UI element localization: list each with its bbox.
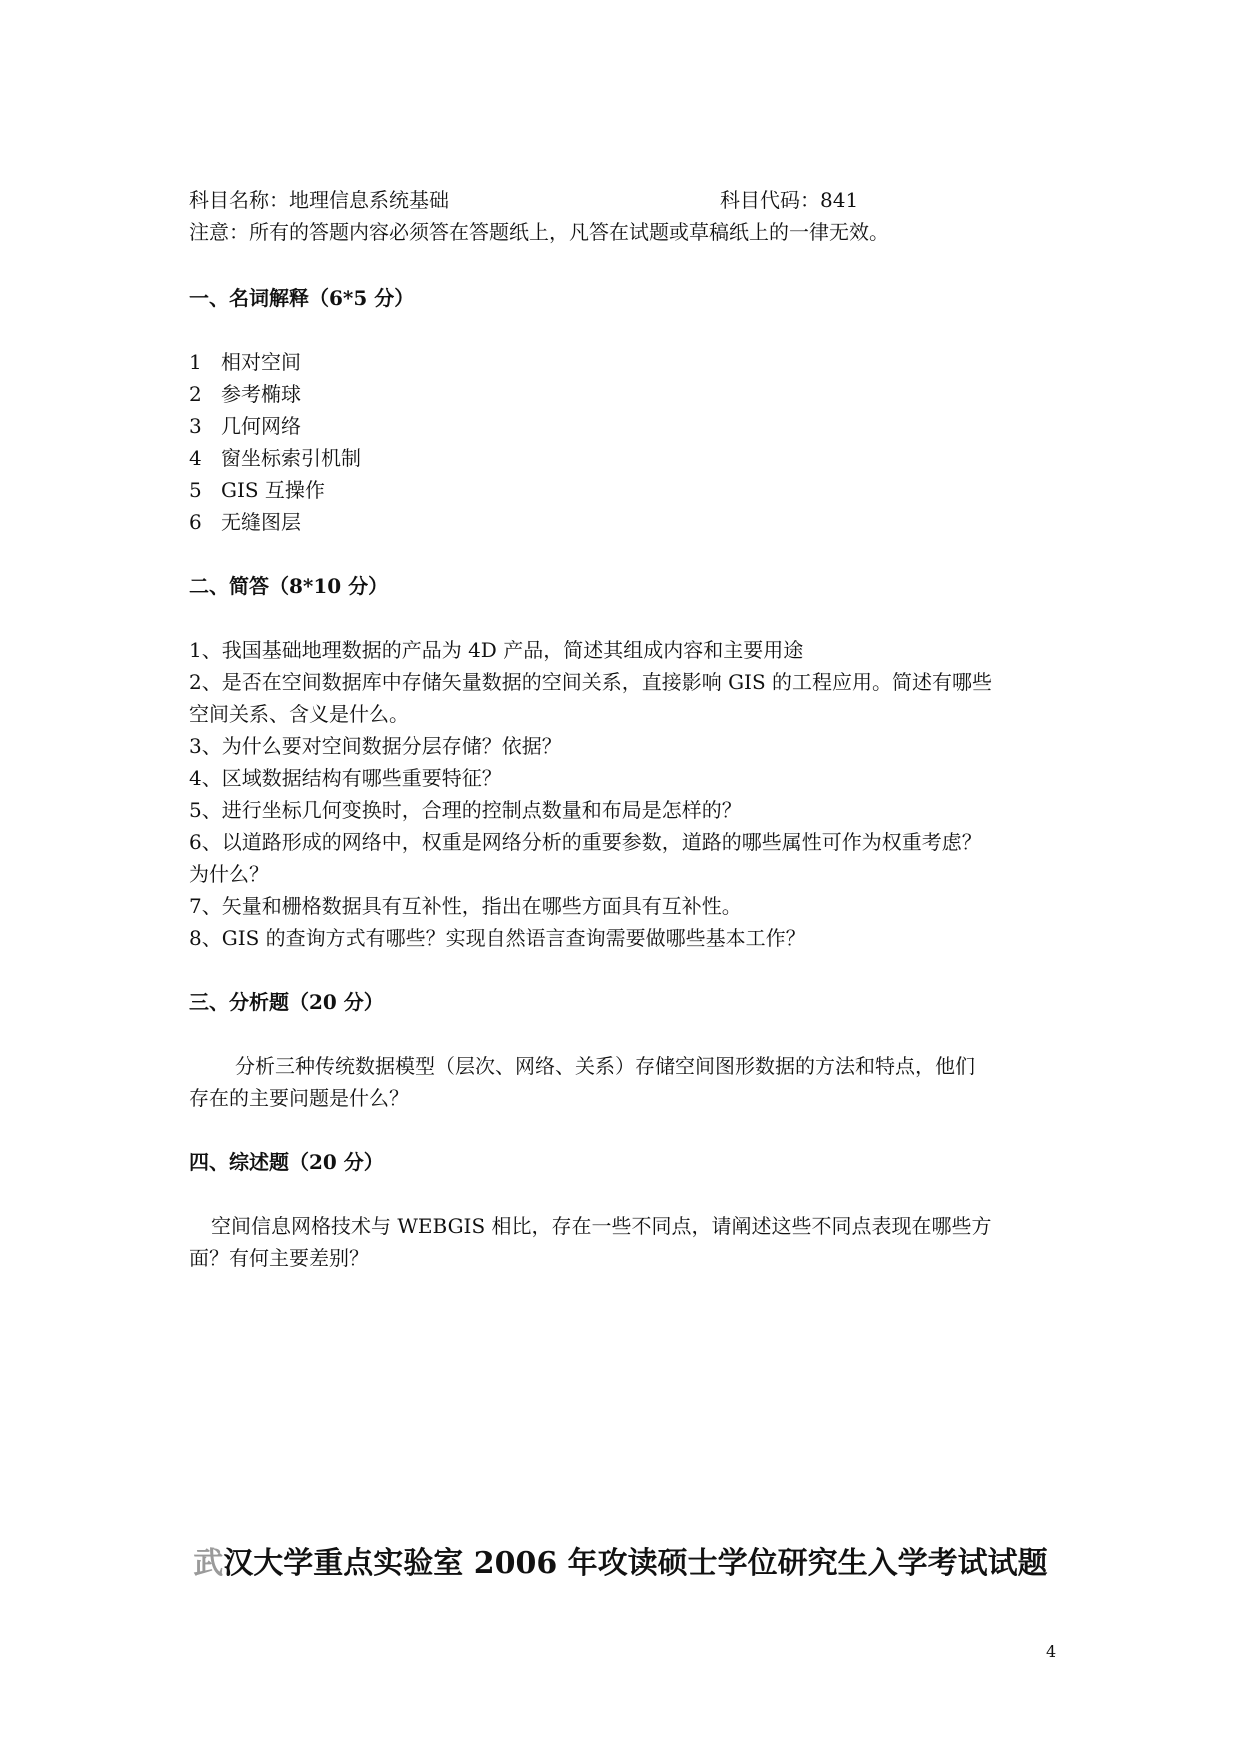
term-text: 窗坐标索引机制 (221, 446, 361, 470)
term-item (189, 380, 301, 408)
section1-title: 一、名词解释（6*5 分） (189, 286, 415, 310)
section4-title: 四、综述题（20 分） (189, 1150, 384, 1174)
page-number: 4 (1046, 1642, 1057, 1661)
term-number: 4 (189, 446, 202, 470)
term-number: 2 (189, 382, 202, 406)
exam-title-first-char: 武 (193, 1546, 224, 1581)
term-item (189, 508, 301, 536)
question-line: 1、我国基础地理数据的产品为 4D 产品，简述其组成内容和主要用途 (189, 638, 804, 662)
question-line: 5、进行坐标几何变换时，合理的控制点数量和布局是怎样的？ (189, 798, 742, 822)
essay-question-line: 面？有何主要差别？ (189, 1246, 369, 1270)
subject-name: 科目名称：地理信息系统基础 (189, 188, 449, 212)
notice-text: 注意：所有的答题内容必须答在答题纸上，凡答在试题或草稿纸上的一律无效。 (189, 220, 889, 244)
term-text: 参考椭球 (221, 382, 301, 406)
section3-title: 三、分析题（20 分） (189, 990, 384, 1014)
analysis-question-line: 存在的主要问题是什么？ (189, 1086, 409, 1110)
question-line: 4、区域数据结构有哪些重要特征？ (189, 766, 502, 790)
question-line: 6、以道路形成的网络中，权重是网络分析的重要参数，道路的哪些属性可作为权重考虑？ (189, 830, 982, 854)
term-number: 3 (189, 414, 202, 438)
question-line: 7、矢量和栅格数据具有互补性，指出在哪些方面具有互补性。 (189, 894, 742, 918)
term-item (189, 348, 301, 376)
term-text: 几何网络 (221, 414, 301, 438)
question-line: 2、是否在空间数据库中存储矢量数据的空间关系，直接影响 GIS 的工程应用。简述有哪些 (189, 670, 993, 694)
term-text: 无缝图层 (221, 510, 301, 534)
term-text: 相对空间 (221, 350, 301, 374)
question-line: 为什么？ (189, 862, 269, 886)
term-number: 5 (189, 478, 202, 502)
term-number: 6 (189, 510, 202, 534)
analysis-question-line: 分析三种传统数据模型（层次、网络、关系）存储空间图形数据的方法和特点，他们 (235, 1054, 975, 1078)
exam-title-rest: 汉大学重点实验室 2006 年攻读硕士学位研究生入学考试试题 (223, 1546, 1048, 1581)
term-item (189, 412, 301, 440)
exam-title (0, 1544, 1241, 1584)
term-text: GIS 互操作 (221, 478, 325, 502)
essay-question-line: 空间信息网格技术与 WEBGIS 相比，存在一些不同点，请阐述这些不同点表现在哪些方 (211, 1214, 992, 1238)
section2-title: 二、简答（8*10 分） (189, 574, 389, 598)
term-item (189, 444, 361, 472)
term-item (189, 476, 325, 504)
question-line: 空间关系、含义是什么。 (189, 702, 409, 726)
subject-code: 科目代码：841 (720, 188, 859, 212)
term-number: 1 (189, 350, 202, 374)
question-line: 3、为什么要对空间数据分层存储？依据？ (189, 734, 562, 758)
question-line: 8、GIS 的查询方式有哪些？实现自然语言查询需要做哪些基本工作？ (189, 926, 806, 950)
